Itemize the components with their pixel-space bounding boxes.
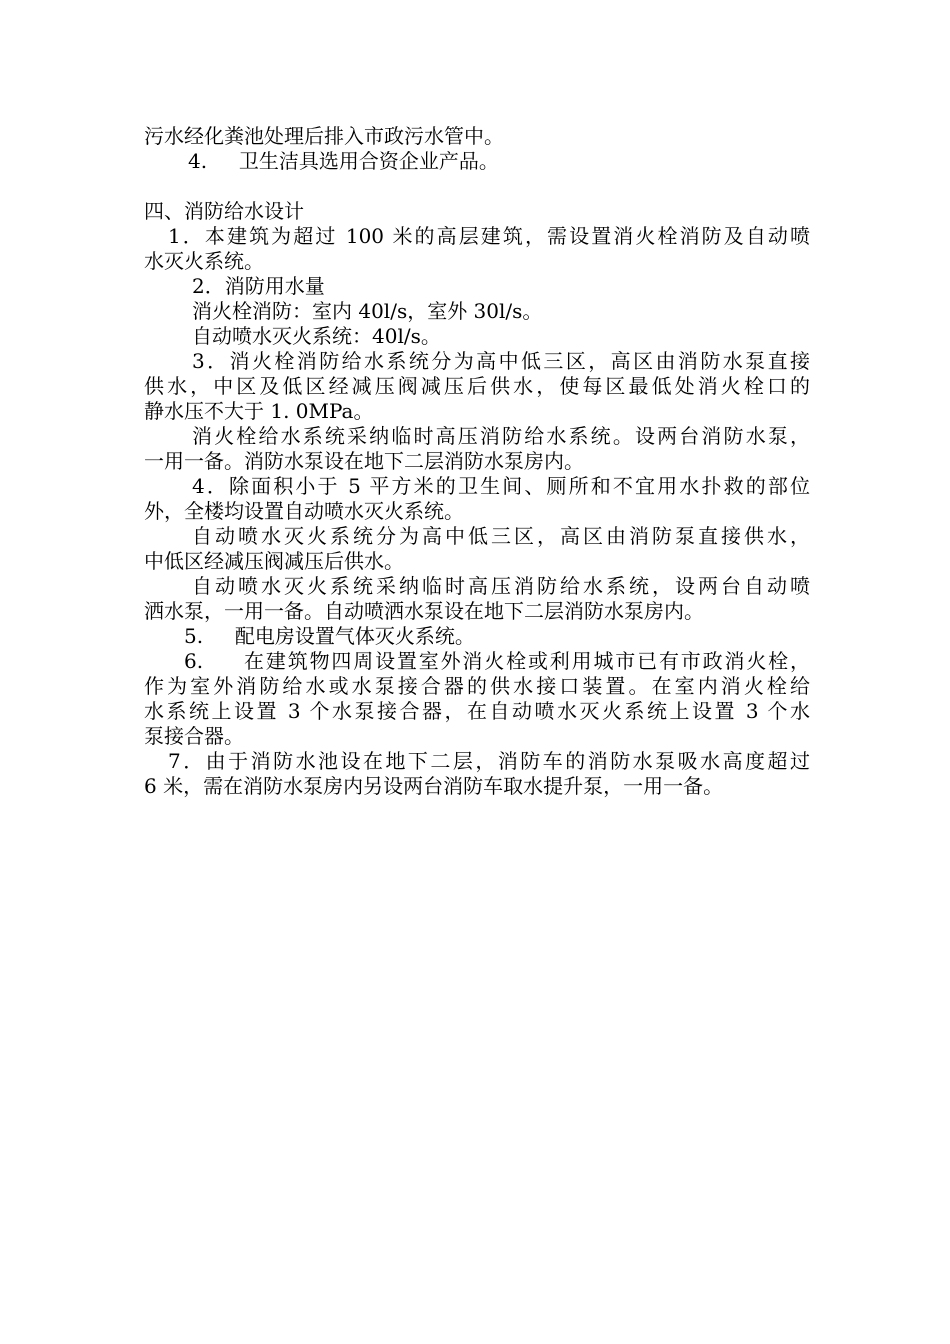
- paragraph-line: 作为室外消防给水或水泵接合器的供水接口装置。在室内消火栓给: [144, 674, 810, 698]
- paragraph-line: 自动喷水灭火系统分为高中低三区，高区由消防泵直接供水，: [192, 524, 810, 548]
- paragraph-line: 1．本建筑为超过 100 米的高层建筑，需设置消火栓消防及自动喷: [168, 224, 810, 248]
- paragraph-line: 自动喷水灭火系统采纳临时高压消防给水系统，设两台自动喷: [192, 574, 810, 598]
- blank-line: [144, 174, 810, 199]
- paragraph-line: 7．由于消防水池设在地下二层，消防车的消防水泵吸水高度超过: [168, 749, 810, 773]
- document-body: [144, 124, 810, 799]
- section-heading: 四、消防给水设计: [144, 199, 304, 223]
- paragraph-line: 污水经化粪池处理后排入市政污水管中。: [144, 124, 504, 148]
- list-item-4-sanitary: 4. 卫生洁具选用合资企业产品。: [188, 149, 499, 173]
- paragraph-line: 洒水泵，一用一备。自动喷洒水泵设在地下二层消防水泵房内。: [144, 599, 704, 623]
- paragraph-line: 水系统上设置 3 个水泵接合器，在自动喷水灭火系统上设置 3 个水: [144, 699, 810, 723]
- paragraph-line: 一用一备。消防水泵设在地下二层消防水泵房内。: [144, 449, 584, 473]
- paragraph-line: 6 米，需在消防水泵房内另设两台消防车取水提升泵，一用一备。: [144, 774, 724, 798]
- paragraph-line: 自动喷水灭火系统：40l/s。: [192, 324, 441, 348]
- paragraph-line: 4．除面积小于 5 平方米的卫生间、厕所和不宜用水扑救的部位: [192, 474, 810, 498]
- paragraph-line: 中低区经减压阀减压后供水。: [144, 549, 404, 573]
- paragraph-line: 2．消防用水量: [192, 274, 325, 298]
- paragraph-line: 供水，中区及低区经减压阀减压后供水，使每区最低处消火栓口的: [144, 374, 810, 398]
- paragraph-line: 消火栓消防：室内 40l/s，室外 30l/s。: [192, 299, 543, 323]
- paragraph-line: 水灭火系统。: [144, 249, 264, 273]
- list-item-6-hydrant: 6. 在建筑物四周设置室外消火栓或利用城市已有市政消火栓，: [184, 649, 810, 673]
- paragraph-line: 3．消火栓消防给水系统分为高中低三区，高区由消防水泵直接: [192, 349, 810, 373]
- paragraph-line: 外，全楼均设置自动喷水灭火系统。: [144, 499, 464, 523]
- paragraph-line: 泵接合器。: [144, 724, 244, 748]
- paragraph-line: 静水压不大于 1. 0MPa。: [144, 399, 374, 423]
- list-item-5-gas: 5. 配电房设置气体灭火系统。: [184, 624, 475, 648]
- paragraph-line: 消火栓给水系统采纳临时高压消防给水系统。设两台消防水泵，: [192, 424, 810, 448]
